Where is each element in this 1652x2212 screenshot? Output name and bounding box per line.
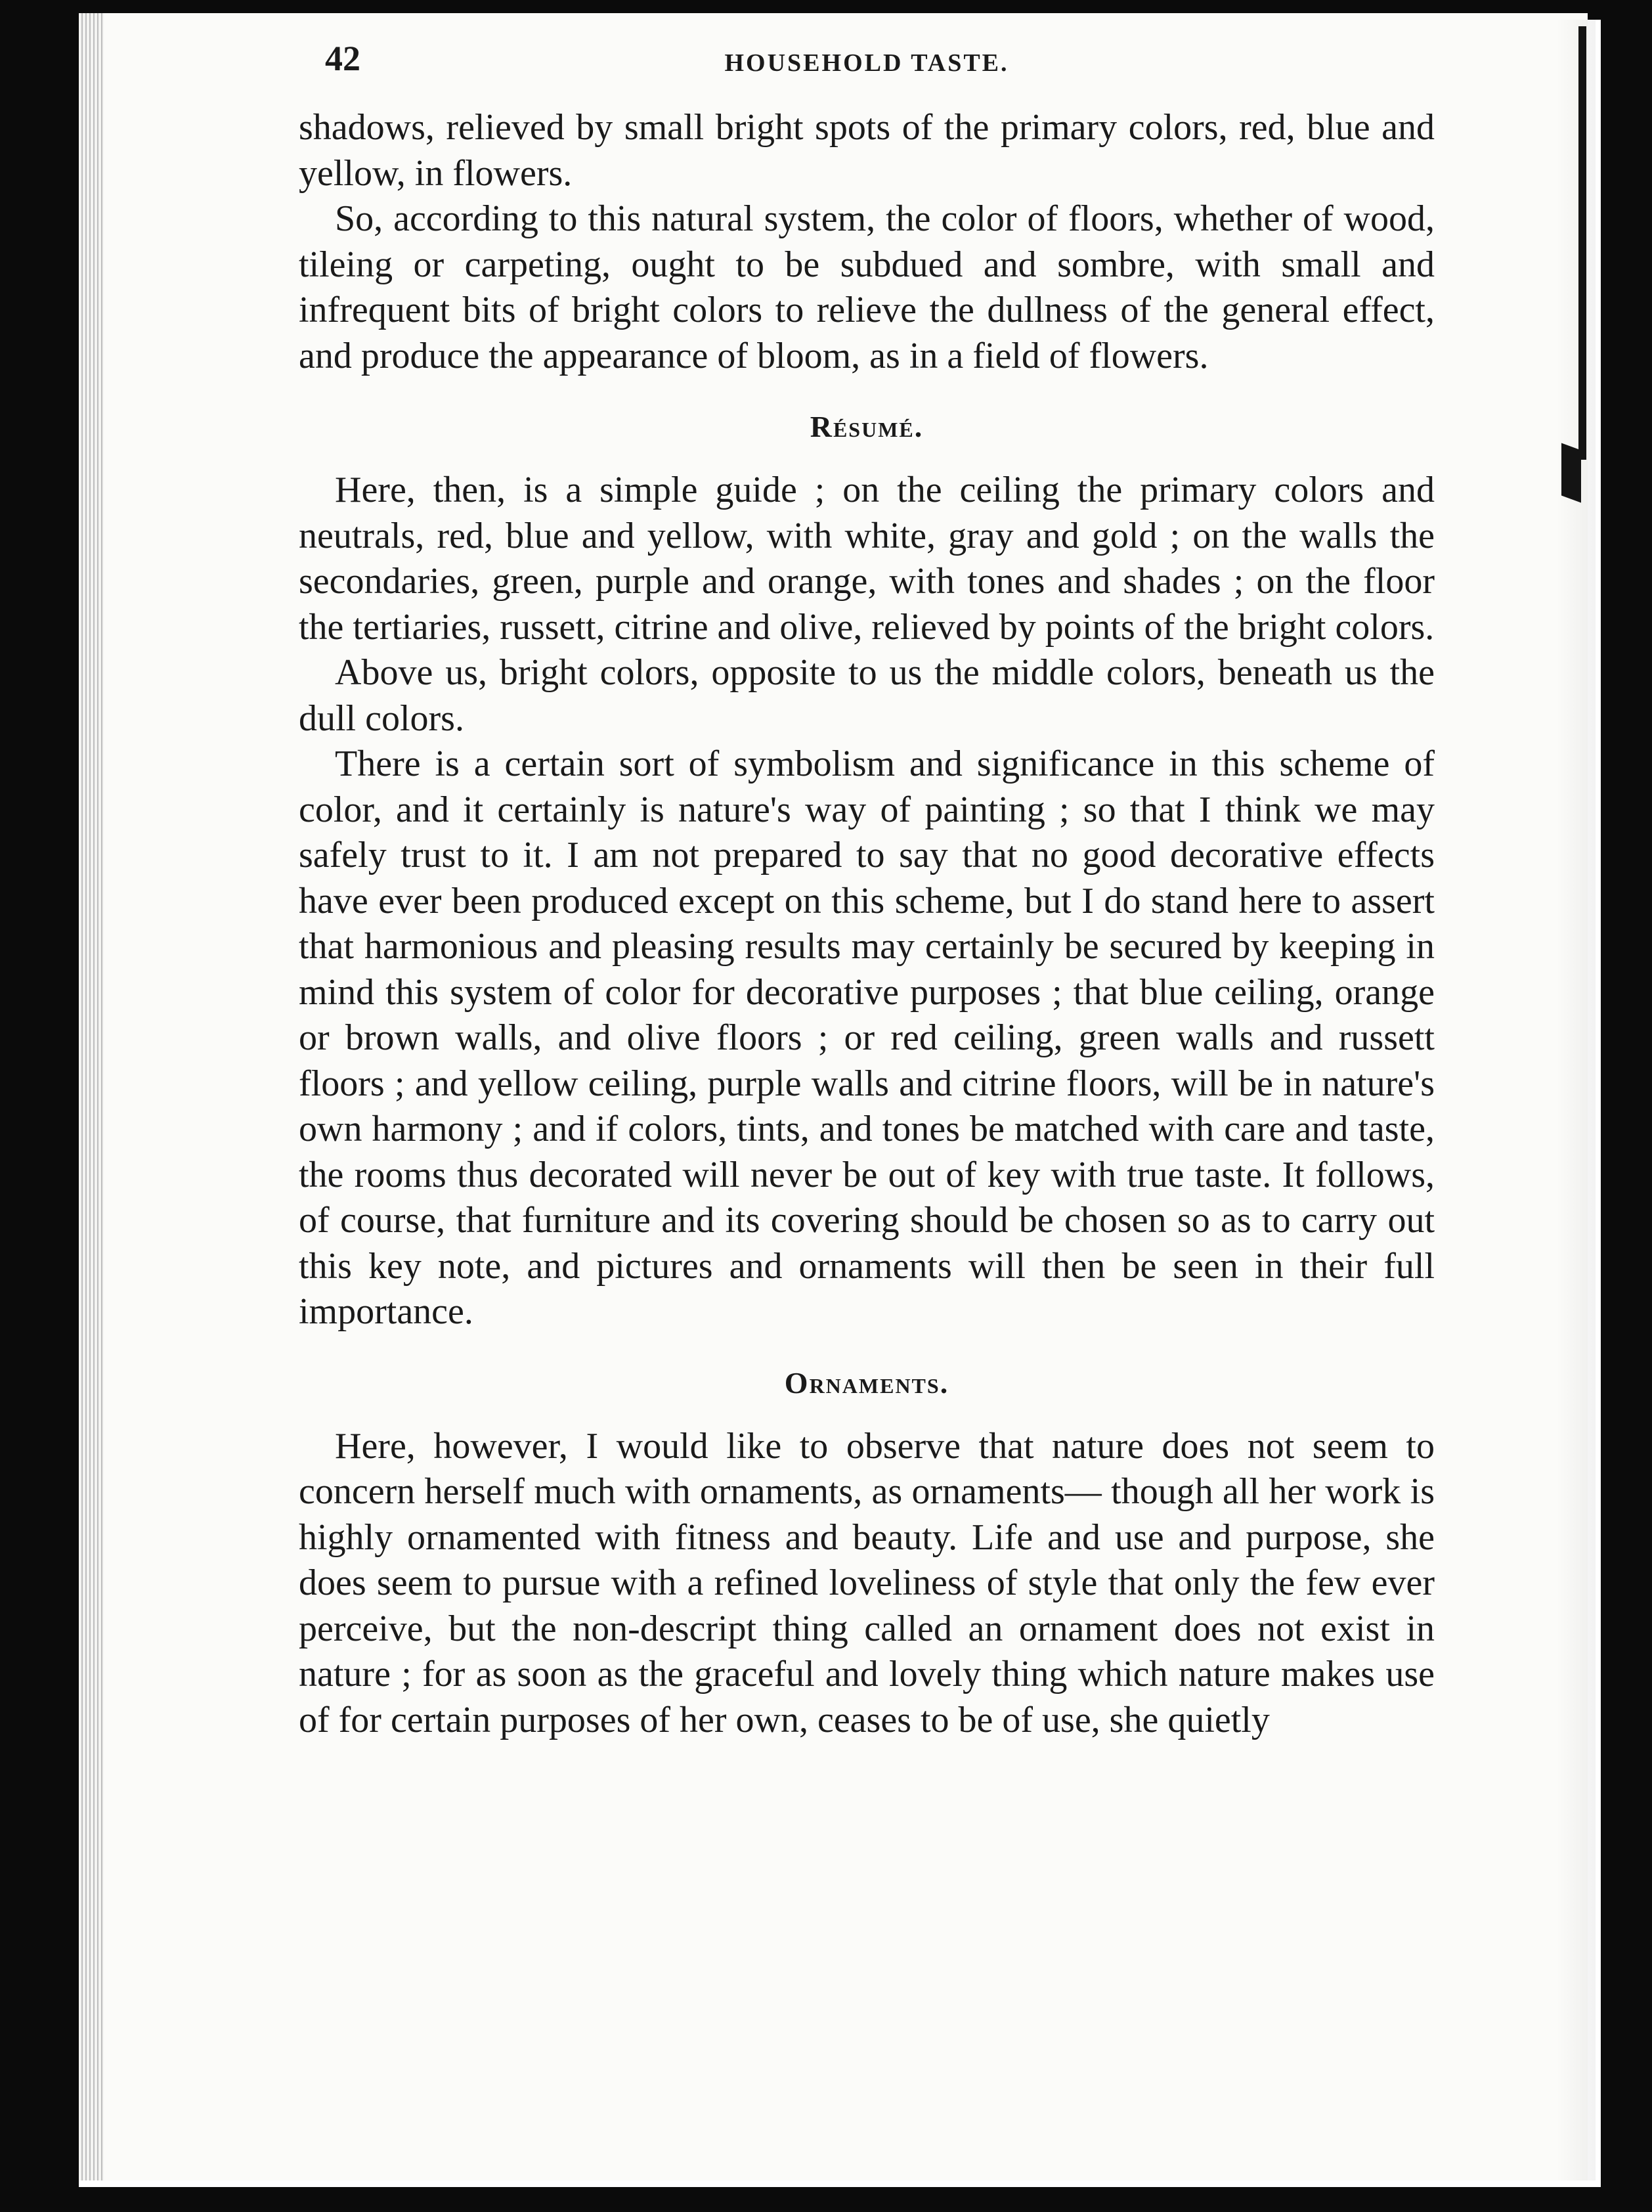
paragraph: shadows, relieved by small bright spots of the primary colors, red, blue and yellow, in flowers. — [299, 107, 1435, 194]
section-heading-resume: Résumé. — [810, 410, 924, 443]
page-number: 42 — [325, 39, 360, 78]
running-head — [299, 26, 1435, 105]
paragraph: There is a certain sort of symbolism and significance in this scheme of color, and it certainly is nature's way of painting ; so that I think we may safely trust to it. I am not prepared to say that no good decorative effects have ever been produced except on this scheme, but I do stand here to assert that harmonious and pleasing results may certainly be secured by keeping in mind this system of color for decorative purposes ; that blue ceiling, orange or brown walls, and olive floors ; or red ceiling, green walls and russett floors ; and yellow ceiling, purple walls and citrine floors, will be in nature's own harmony ; and if colors, tints, and tones be matched with care and taste, the rooms thus decorated will never be out of key with true taste. It follows, of course, that furniture and its covering should be chosen so as to carry out this key note, and pictures and ornaments will then be seen in their full importance. — [299, 743, 1435, 1332]
book-page — [299, 26, 1435, 2174]
page-edge-stack — [79, 13, 104, 2180]
scan-border-bottom — [0, 2187, 1652, 2212]
right-edge-notch — [1561, 443, 1581, 503]
paragraph: Here, however, I would like to observe that nature does not seem to concern herself much with ornaments, as ornaments— though all her work is highly ornamented with fitness and beauty. Life and use and purpose, she does seem to pursue with a refined loveliness of style that only the few ever perceive, but the non-descript thing called an ornament does not exist in nature ; for as soon as the graceful and lovely thing which nature makes use of for certain purposes of her own, ceases to be of use, she quietly — [299, 1425, 1435, 1740]
page-gutter-shadow — [1556, 20, 1596, 2180]
scan-border-left — [0, 0, 79, 2212]
paragraph: So, according to this natural system, the color of floors, whether of wood, tileing or carpeting, ought to be subdued and sombre, with small and infrequent bits of bright colors to relieve the dullness of the general effect, and produce the appearance of bloom, as in a field of flowers. — [299, 198, 1435, 376]
running-head-title: HOUSEHOLD TASTE. — [724, 49, 1009, 77]
body-text — [299, 105, 1435, 1743]
scan-border-right — [1601, 0, 1652, 2212]
section-heading-ornaments: Ornaments. — [784, 1365, 949, 1400]
paragraph: Above us, bright colors, opposite to us the middle colors, beneath us the dull colors. — [299, 652, 1435, 739]
paragraph: Here, then, is a simple guide ; on the ceiling the primary colors and neutrals, red, blue and yellow, with white, gray and gold ; on the walls the secondaries, green, purple and orange, with tones and shades ; on the floor the tertiaries, russett, citrine and olive, relieved by points of the bright colors. — [299, 470, 1435, 648]
right-edge-rule — [1578, 26, 1586, 460]
